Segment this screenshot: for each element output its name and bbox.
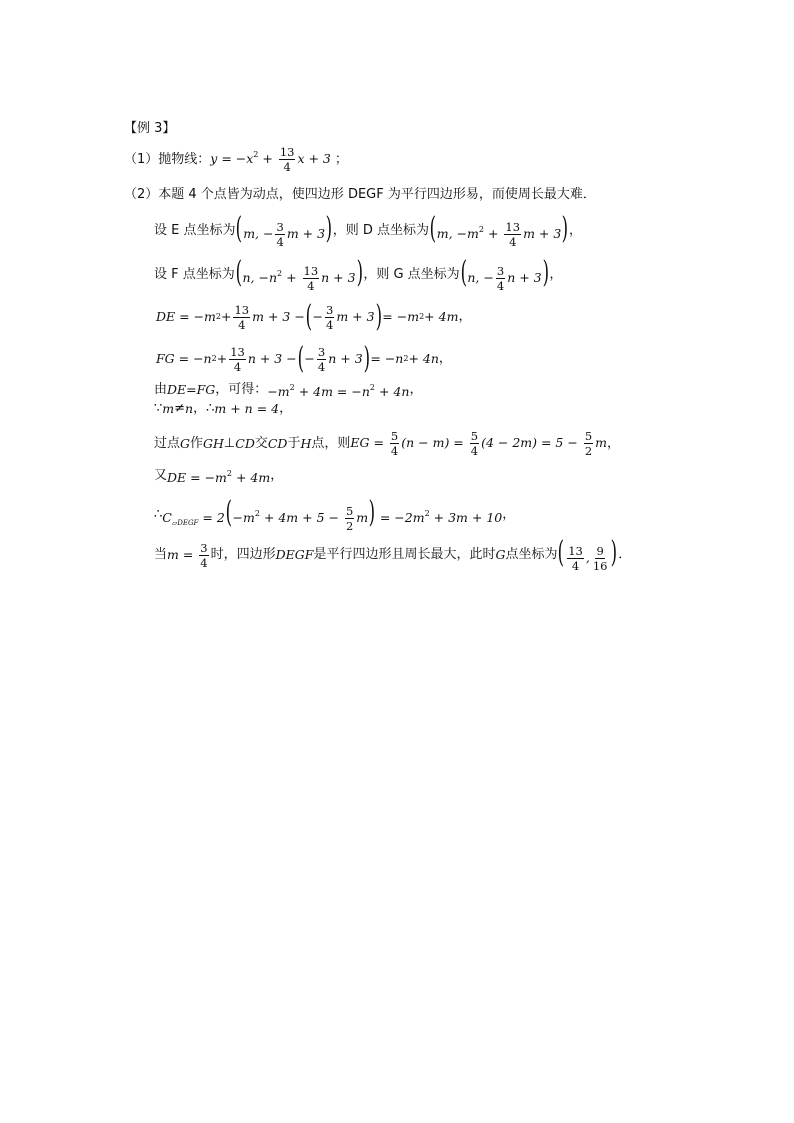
- coord-f: (n, $-n^2$ + $\frac{13}{4}$ n + 3): [235, 255, 363, 293]
- line-f-post: ，: [549, 267, 563, 282]
- part1-label: （1）抛物线：: [124, 151, 211, 167]
- g-point: ( $\frac{13}{4}$ , $\frac{9}{16}$ ): [558, 535, 618, 573]
- part2-intro: （2）本题 4 个点皆为动点，使四边形 DEGF 为平行四边形易，而使周长最大难．: [124, 187, 596, 202]
- perpendicular-line: 过点 G 作 GH ⊥ CD 交 CD 于 H 点，则 EG = $\frac{5}{4}$ (n − m) = $\frac{5}{4}$ (4 − 2m) = 5 − $\frac{5}{2}$ m ，: [154, 429, 621, 458]
- coord-g: (n, − $\frac{3}{4}$ n + 3): [460, 255, 549, 293]
- line-f-mid: ，则 G 点坐标为: [363, 267, 460, 282]
- part1-line: [124, 146, 348, 173]
- line-e-d-coords: [154, 211, 583, 249]
- conclusion-line: 当 m = $\frac{3}{4}$ 时，四边形 DEGF 是平行四边形且周长最大，此时 G 点坐标为 ( $\frac{13}{4}$ , $\frac{9}{16}$ ) ．: [154, 535, 632, 573]
- line-f-g-coords: [154, 255, 563, 293]
- line-e-post: ，: [569, 223, 583, 238]
- line-e-mid: ，则 D 点坐标为: [332, 223, 430, 238]
- line-e-pre: 设 E 点坐标为: [154, 223, 236, 238]
- perimeter-equation: ∴ $C_{▱DEGF} = 2(-m^2 + 4m + 5$ − $\frac{5}{2}$ $m) = -2m^2 + 3m + 10$ ，: [154, 495, 516, 533]
- example-heading: 【例 3】: [124, 121, 176, 136]
- since-line: ∵ m ≠ n ，∴ m + n = 4 ，: [154, 401, 293, 416]
- again-de: 又 DE = $-m^2 + 4m$ ，: [154, 468, 284, 485]
- fg-equation: FG = −n 2 + $\frac{13}{4}$ n + 3 − ( − $\frac{3}{4}$ n + 3 ) = −n 2 + 4n ，: [156, 341, 452, 376]
- part1-formula: $y = -x^2$ + $\frac{13}{4}$ x + 3 ；: [210, 145, 348, 174]
- from-de-fg: 由 DE=FG ，可得： $-m^2 + 4m = -n^2 + 4n$ ，: [154, 382, 423, 399]
- de-equation: DE = −m 2 + $\frac{13}{4}$ m + 3 − ( − $\frac{3}{4}$ m + 3 ) = −m 2 + 4m ，: [156, 299, 472, 334]
- line-f-pre: 设 F 点坐标为: [154, 267, 235, 282]
- coord-e: (m, − $\frac{3}{4}$ m + 3): [236, 211, 333, 249]
- coord-d: (m, $-m^2$ + $\frac{13}{4}$ m + 3): [429, 211, 569, 249]
- conclusion-post: ．: [618, 547, 632, 562]
